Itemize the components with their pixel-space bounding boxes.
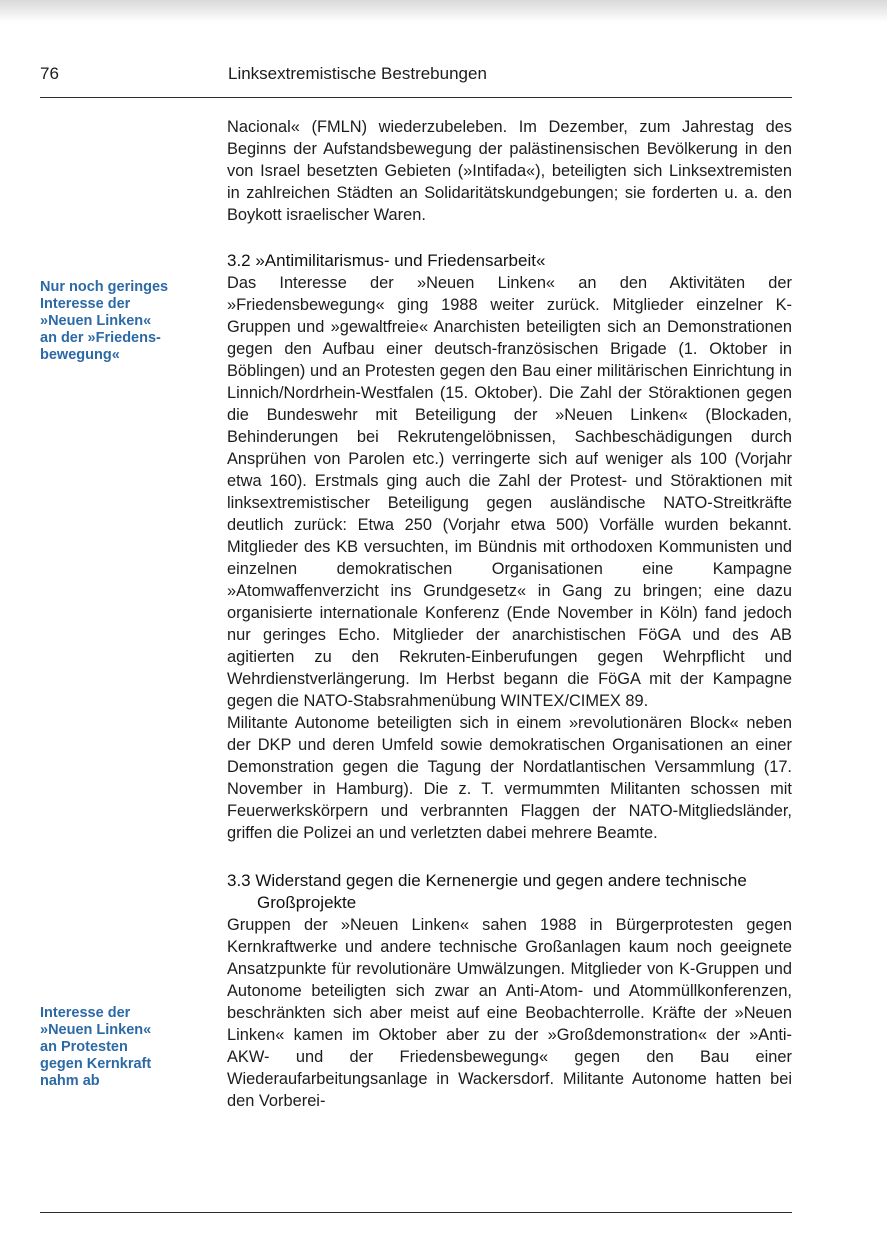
margin-note-peace-movement: Nur noch geringes Interesse der »Neuen Linken« an der »Friedens- bewegung« (40, 279, 169, 363)
section-3-2-paragraph-2: Militante Autonome beteiligten sich in einem »revolutionären Block« neben der DKP und deren Umfeld sowie demokratischen Organisationen an einer Demonstration gegen die Tagung der Nordatlantischen Versammlung (17. November in Hamburg). Die z. T. vermummten Militanten schossen mit Feuerwerkskörpern und verbrannten Flaggen der NATO-Mitgliedsländer, griffen die Polizei an und verletzten dabei mehrere Beamte. (227, 714, 792, 842)
intro-paragraph: Nacional« (FMLN) wiederzubeleben. Im Dezember, zum Jahrestag des Beginns der Aufstandsbewegung der palästinensischen Bevölkerung in den von Israel besetzten Gebieten (»Intifada«), beteiligten sich Linksextremisten in zahlreichen Städten an Solidaritätskundgebungen; sie forderten u. a. den Boykott israelischer Waren. (227, 118, 792, 224)
section-3-3-heading: 3.3 Widerstand gegen die Kernenergie und gegen andere technische Großprojekte (227, 871, 747, 912)
main-text-column (227, 116, 792, 1112)
margin-note-nuclear-protest: Interesse der »Neuen Linken« an Protesten gegen Kernkraft nahm ab (40, 1005, 152, 1089)
section-spacer (227, 844, 792, 870)
page-edge-shadow (0, 0, 887, 22)
running-title: Linksextremistische Bestrebungen (228, 64, 487, 83)
footer-rule (40, 1212, 792, 1213)
section-3-3-paragraph-1: Gruppen der »Neuen Linken« sahen 1988 in Bürgerprotesten gegen Kernkraftwerke und andere technische Großanlagen kaum noch geeignete Ansatzpunkte für revolutionäre Umwälzungen. Mitglieder von K-Gruppen und Autonome beteiligten sich zwar an Anti-Atom- und Atommüllkonferenzen, beschränkten sich aber meist auf eine Beobachterrolle. Kräfte der »Neuen Linken« kamen im Oktober aber zu der »Großdemonstration« der »Anti-AKW- und der Friedensbewegung« gegen den Bau einer Wiederaufarbeitungsanlage in Wackersdorf. Militante Autonome hatten bei den Vorberei- (227, 916, 792, 1110)
header-rule (40, 97, 792, 98)
section-spacer (227, 226, 792, 250)
section-3-2-heading: 3.2 »Antimilitarismus- und Friedensarbeit« (227, 251, 546, 270)
page-number: 76 (40, 64, 59, 83)
page-header (40, 62, 792, 90)
section-3-2-paragraph-1: Das Interesse der »Neuen Linken« an den Aktivitäten der »Friedensbewegung« ging 1988 weiter zurück. Mitglieder einzelner K-Gruppen und »gewaltfreie« Anarchisten beteiligten sich an Demonstrationen gegen den Aufbau einer deutsch-französischen Brigade (1. Oktober in Böblingen) und an Protesten gegen den Bau einer militärischen Einrichtung in Linnich/Nordrhein-Westfalen (15. Oktober). Die Zahl der Störaktionen gegen die Bundeswehr mit Beteiligung der »Neuen Linken« (Blockaden, Behinderungen bei Rekrutengelöbnissen, Sachbeschädigungen durch Ansprühen von Parolen etc.) verringerte sich auf weniger als 100 (Vorjahr etwa 160). Erstmals ging auch die Zahl der Protest- und Störaktionen mit linksextremistischer Beteiligung gegen ausländische NATO-Streitkräfte deutlich zurück: Etwa 250 (Vorjahr etwa 500) Vorfälle wurden bekannt. Mitglieder des KB versuchten, im Bündnis mit orthodoxen Kommunisten und einzelnen demokratischen Organisationen eine Kampagne »Atomwaffenverzicht ins Grundgesetz« in Gang zu bringen; eine dazu organisierte internationale Konferenz (Ende November in Köln) fand jedoch nur geringes Echo. Mitglieder der anarchistischen FöGA und des AB agitierten zu den Rekruten-Einberufungen gegen Wehrpflicht und Wehrdienstverlängerung. Im Herbst begann die FöGA mit der Kampagne gegen die NATO-Stabsrahmenübung WINTEX/CIMEX 89. (227, 274, 792, 710)
